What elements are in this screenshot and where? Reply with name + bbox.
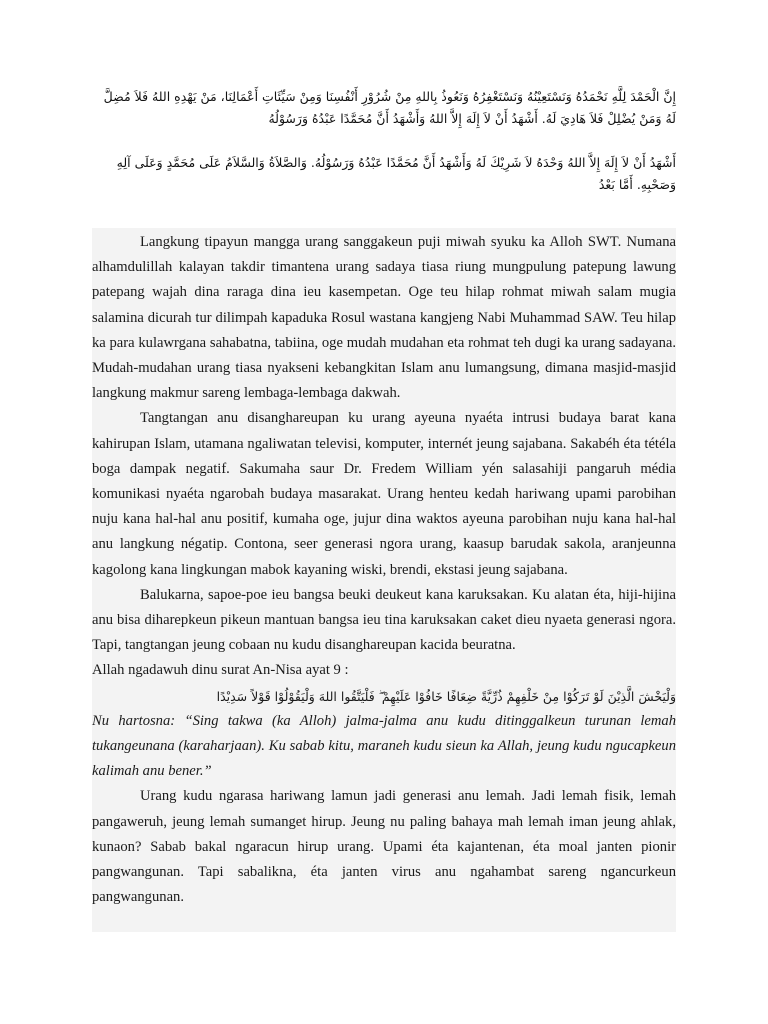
verse-intro: Allah ngadawuh dinu surat An-Nisa ayat 9 : [92, 662, 349, 679]
verse-translation: Nu hartosna: “Sing takwa (ka Alloh) jalma-jalma anu kudu ditinggalkeun turunan lemah tukangeunana (karaharjaan). Ku sabab kitu, maraneh kudu sieun ka Allah, jeung kudu ngucapkeun kalimah anu bener.” [92, 712, 676, 780]
verse-arabic: وَلْيَخْشَ الَّذِيْنَ لَوْ تَرَكُوْا مِنْ خَلْفِهِمْ ذُرِّيَّةً ضِعَافًا خَافُوْا عَلَيْهِمْ ۖ فَلْيَتَّقُوا اللهَ وَلْيَقُوْلُوْا قَوْلاً سَدِيْدًا [216, 688, 676, 704]
paragraph-challenges: Tangtangan anu disanghareupan ku urang ayeuna nyaéta intrusi budaya barat kana kahirupan Islam, utamana ngaliwatan televisi, komputer, internét jeung sajabana. Sakabéh éta tétéla boga dampak negatif. Sakumaha saur Dr. Fredem William yén salasahiji pangaruh média komunikasi nyaéta ngarobah budaya masarakat. Urang henteu kedah hariwang upami parobihan nuju kana hal-hal anu positif, kumaha oge, jujur dina waktos ayeuna parobihan nuju kana hal-hal anu langkung négatip. Contona, seer generasi ngora urang, kaasup barudak sakola, aranjeunna kagolong kana lingkungan mabok kayaning wiski, brendi, ekstasi jeung sajabana. [92, 410, 676, 578]
paragraph-weak-generation: Urang kudu ngarasa hariwang lamun jadi generasi anu lemah. Jadi lemah fisik, lemah pangaweruh, jeung lemah sumanget hirup. Jeung nu paling bahaya mah lemah iman jeung ahlak, kunaon? Sabab bakal ngaracun hirup urang. Upami éta kajantenan, éta moal janten pionir pangwangunan. Tapi sabalikna, éta janten virus anu ngahambat sareng ngancurkeun pangwangunan. [92, 788, 676, 906]
body-text [92, 230, 676, 910]
arabic-shahada: أَشْهَدُ أَنْ لاَ إِلَهَ إِلاَّ اللهُ وَحْدَهُ لاَ شَرِيْكَ لَهُ وَأَشْهَدُ أَنَّ مُحَمَّدًا عَبْدُهُ وَرَسُوْلُهُ. وَالصَّلاَةُ وَالسَّلاَمُ عَلَى مُحَمَّدٍ وَعَلَى آلِهِ وَصَحْبِهِ. أَمَّا بَعْدُ [116, 155, 676, 192]
arabic-opening-praise: إِنَّ الْحَمْدَ لِلَّهِ نَحْمَدُهُ وَنَسْتَعِيْنُهُ وَنَسْتَغْفِرُهُ وَنَعُوذُ بِاللهِ مِنْ شُرُوْرِ أَنْفُسِنَا وَمِنْ سَيِّئَاتِ أَعْمَالِنَا، مَنْ يَهْدِهِ اللهُ فَلاَ مُضِلَّ لَهُ وَمَنْ يُضْلِلْ فَلاَ هَادِيَ لَهُ. أَشْهَدُ أَنْ لاَ إِلَهَ إِلاَّ اللهُ وَأَشْهَدُ أَنَّ مُحَمَّدًا عَبْدُهُ وَرَسُوْلُهُ [103, 89, 676, 126]
paragraph-consequences: Balukarna, sapoe-poe ieu bangsa beuki deukeut kana karuksakan. Ku alatan éta, hiji-hijina anu bisa diharepkeun pikeun mantuan bangsa ieu tina karuksakan caket dieu nyaeta generasi ngora. Tapi, tangtangan jeung cobaan nu kudu disanghareupan kacida beuratna. [92, 586, 676, 654]
paragraph-praise: Langkung tipayun mangga urang sanggakeun puji miwah syuku ka Alloh SWT. Numana alhamdulillah kalayan takdir timantena urang sadaya tiasa riung mungpulung patepung lawung patepang wajah dina raraga dina ieu kasempetan. Oge teu hilap rohmat miwah salam mugia salamina dicurah tur dilimpah kapaduka Rosul wastana kangjeng Nabi Muhammad SAW. Teu hilap ka para kulawrgana sahabatna, tabiina, oge mudah mudahan eta rohmat teh dugi ka urang sadayana. Mudah-mudahan urang tiasa nyakseni kebangkitan Islam anu lumangsung, dimana masjid-masjid langkung makmur sareng lembaga-lembaga dakwah. [92, 234, 676, 402]
